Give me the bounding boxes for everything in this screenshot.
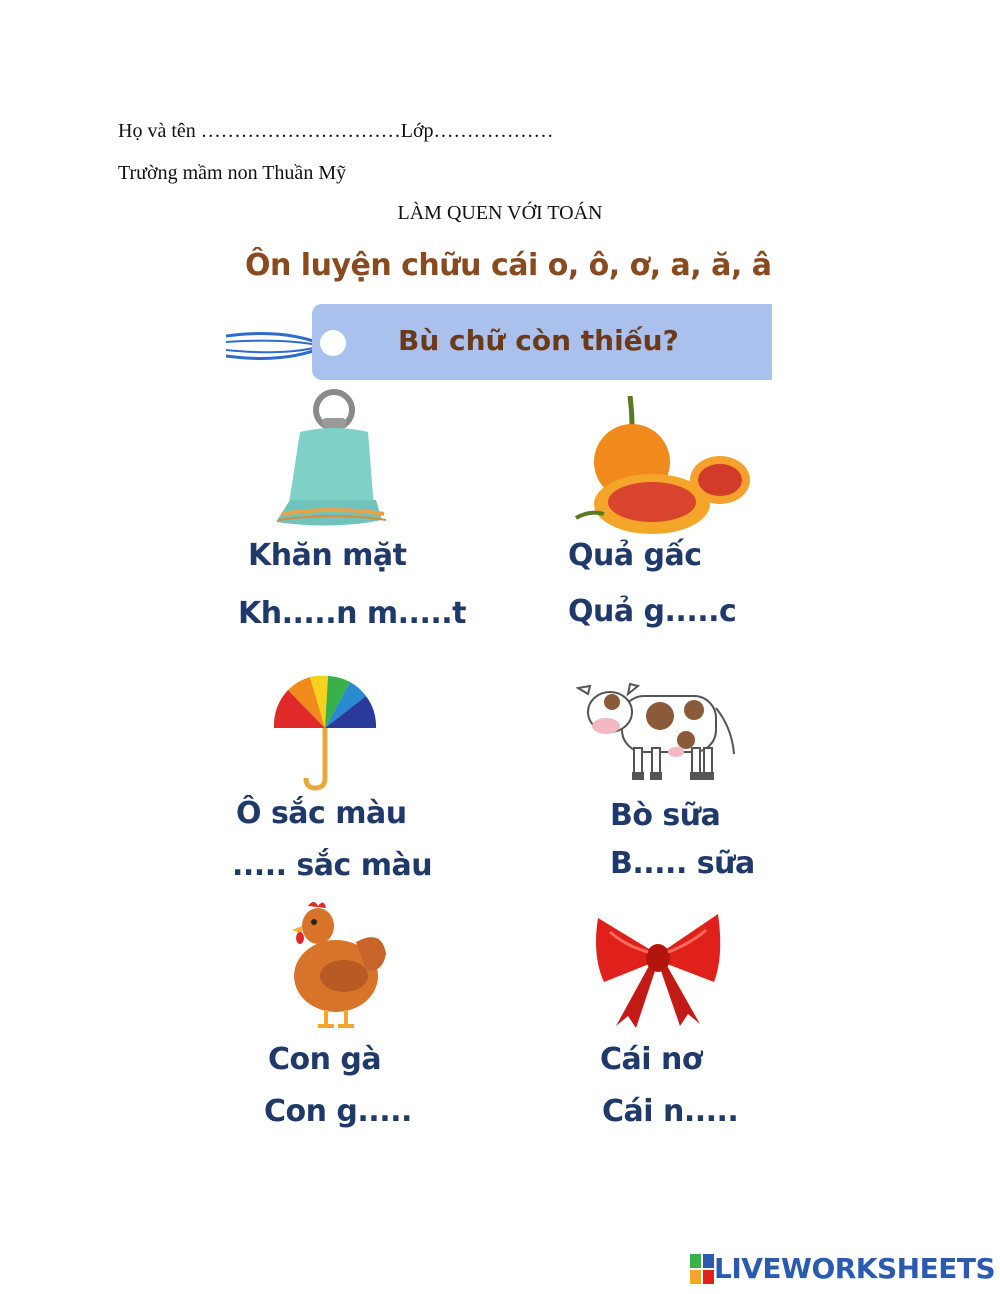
blank-gac: Quả g.....c: [568, 594, 737, 629]
towel-icon: [266, 388, 396, 534]
name-class-line: Họ và tên …………………………Lớp………………: [118, 120, 554, 142]
word-towel: Khăn mặt: [248, 538, 407, 573]
worksheet-heading: Ôn luyện chữu cái o, ô, ơ, a, ă, â: [245, 248, 772, 283]
umbrella-icon: [270, 670, 380, 792]
tag-hole: [320, 330, 346, 356]
school-name: Trường mầm non Thuần Mỹ: [118, 162, 347, 184]
gac-fruit-icon: [570, 392, 752, 534]
word-cow: Bò sữa: [610, 798, 721, 833]
tag-label: Bù chữ còn thiếu?: [398, 324, 679, 357]
blank-bow: Cái n.....: [602, 1094, 739, 1129]
blank-umbrella: ..... sắc màu: [232, 848, 433, 883]
word-bow: Cái nơ: [600, 1042, 702, 1077]
word-umbrella: Ô sắc màu: [236, 796, 407, 831]
cow-icon: [576, 672, 738, 784]
blank-cow: B..... sữa: [610, 846, 755, 881]
liveworksheets-logo-icon: [690, 1254, 714, 1284]
brand-text: LIVEWORKSHEETS: [714, 1252, 996, 1285]
blank-towel: Kh.....n m.....t: [238, 596, 466, 631]
blank-hen: Con g.....: [264, 1094, 412, 1129]
bow-icon: [592, 912, 724, 1030]
word-gac: Quả gấc: [568, 538, 702, 573]
hen-icon: [286, 898, 390, 1034]
word-hen: Con gà: [268, 1042, 382, 1077]
page-title: LÀM QUEN VỚI TOÁN: [397, 202, 603, 224]
brand-logo[interactable]: [690, 1252, 995, 1285]
